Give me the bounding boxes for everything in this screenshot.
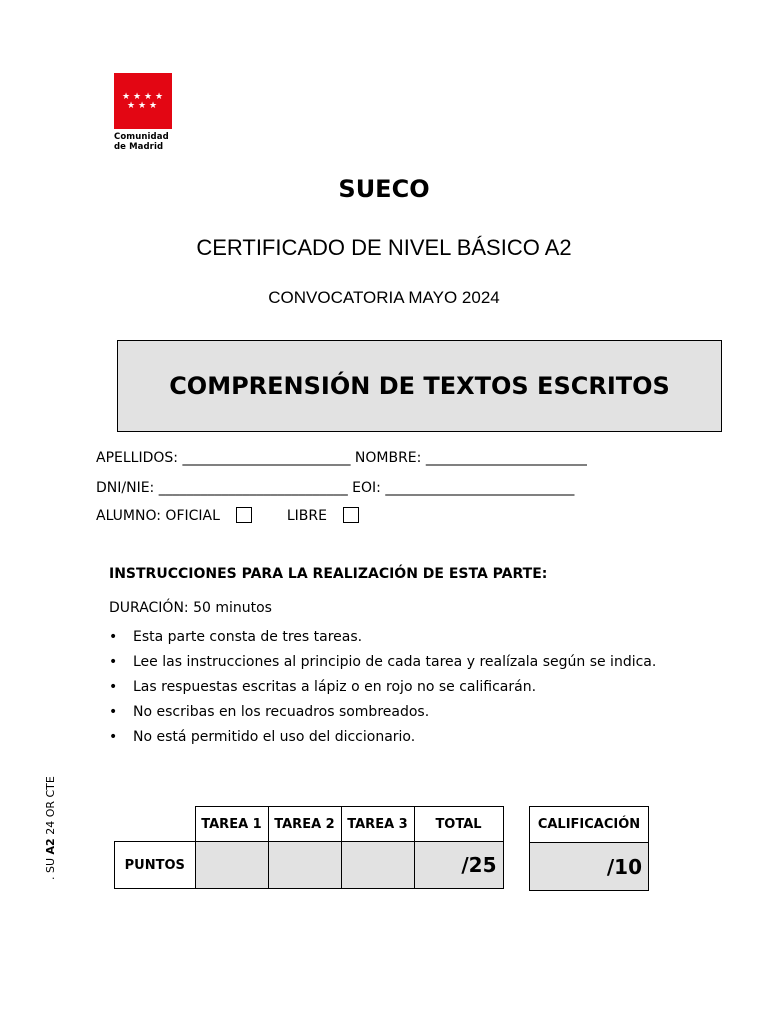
logo-line-1: Comunidad xyxy=(114,132,169,142)
total-score-cell: /25 xyxy=(414,842,503,889)
duration-text: DURACIÓN: 50 minutos xyxy=(109,600,272,616)
list-item xyxy=(109,678,656,703)
eoi-label: EOI: xyxy=(352,480,381,496)
grade-header: CALIFICACIÓN xyxy=(530,807,649,843)
list-item xyxy=(109,628,656,653)
list-item xyxy=(109,703,656,728)
instruction-text: Las respuestas escritas a lápiz o en rojo no se calificarán. xyxy=(133,679,537,695)
free-label: LIBRE xyxy=(286,508,327,524)
header-task-1: TAREA 1 xyxy=(195,807,268,842)
bullet-icon: • xyxy=(109,704,118,720)
header-total: TOTAL xyxy=(414,807,503,842)
scores-table xyxy=(114,806,504,889)
star-icon: ★ xyxy=(155,92,164,102)
grade-value-cell: /10 xyxy=(530,843,649,891)
dni-eoi-line xyxy=(96,480,574,496)
star-icon: ★ xyxy=(133,92,142,102)
comunidad-de-madrid-logo xyxy=(114,73,174,152)
section-title: COMPRENSIÓN DE TEXTOS ESCRITOS xyxy=(169,372,670,400)
star-icon: ★ xyxy=(122,92,131,102)
bullet-icon: • xyxy=(109,654,118,670)
table-header-row xyxy=(530,807,649,843)
free-checkbox[interactable] xyxy=(343,507,359,523)
exam-code xyxy=(44,776,57,880)
grade-table xyxy=(529,806,649,891)
empty-corner-cell xyxy=(115,807,196,842)
name-label: NOMBRE: xyxy=(354,450,422,466)
table-row xyxy=(115,842,504,889)
official-checkbox[interactable] xyxy=(236,507,252,523)
exam-code-level: A2 xyxy=(44,838,57,855)
surname-name-line xyxy=(96,450,587,466)
language-title: SUECO xyxy=(338,175,430,203)
instruction-text: No escribas en los recuadros sombreados. xyxy=(133,704,430,720)
exam-code-suffix: 24 OR CTE xyxy=(44,776,57,839)
instructions-title: INSTRUCCIONES PARA LA REALIZACIÓN DE ESTA PARTE: xyxy=(109,566,548,582)
section-title-box xyxy=(117,340,722,432)
task-1-score-cell xyxy=(195,842,268,889)
task-3-score-cell xyxy=(341,842,414,889)
points-label: PUNTOS xyxy=(115,842,196,889)
instruction-text: Esta parte consta de tres tareas. xyxy=(133,629,363,645)
surname-label: APELLIDOS: xyxy=(96,450,178,466)
task-2-score-cell xyxy=(268,842,341,889)
list-item xyxy=(109,728,656,753)
instructions-list xyxy=(109,628,656,753)
header-task-3: TAREA 3 xyxy=(341,807,414,842)
instruction-text: No está permitido el uso del diccionario. xyxy=(133,729,416,745)
student-label: ALUMNO: OFICIAL xyxy=(96,508,220,524)
student-type-line xyxy=(96,507,359,524)
surname-field[interactable]: ________________________ xyxy=(182,450,351,466)
logo-line-2: de Madrid xyxy=(114,142,164,152)
dni-label: DNI/NIE: xyxy=(96,480,155,496)
header-task-2: TAREA 2 xyxy=(268,807,341,842)
instruction-text: Lee las instrucciones al principio de cada tarea y realízala según se indica. xyxy=(133,654,657,670)
bullet-icon: • xyxy=(109,679,118,695)
bullet-icon: • xyxy=(109,629,118,645)
certificate-level: CERTIFICADO DE NIVEL BÁSICO A2 xyxy=(196,235,572,260)
list-item xyxy=(109,653,656,678)
logo-flag xyxy=(114,73,172,129)
star-icon: ★ xyxy=(144,92,153,102)
table-row xyxy=(530,843,649,891)
star-icon: ★ xyxy=(127,101,136,111)
exam-code-prefix: . SU xyxy=(44,854,57,880)
exam-session: CONVOCATORIA MAYO 2024 xyxy=(268,288,500,307)
dni-field[interactable]: ___________________________ xyxy=(158,480,348,496)
eoi-field[interactable]: ___________________________ xyxy=(385,480,575,496)
name-field[interactable]: _______________________ xyxy=(425,450,587,466)
star-icon: ★ xyxy=(149,101,158,111)
logo-text xyxy=(114,132,174,152)
table-header-row xyxy=(115,807,504,842)
bullet-icon: • xyxy=(109,729,118,745)
star-icon: ★ xyxy=(138,101,147,111)
